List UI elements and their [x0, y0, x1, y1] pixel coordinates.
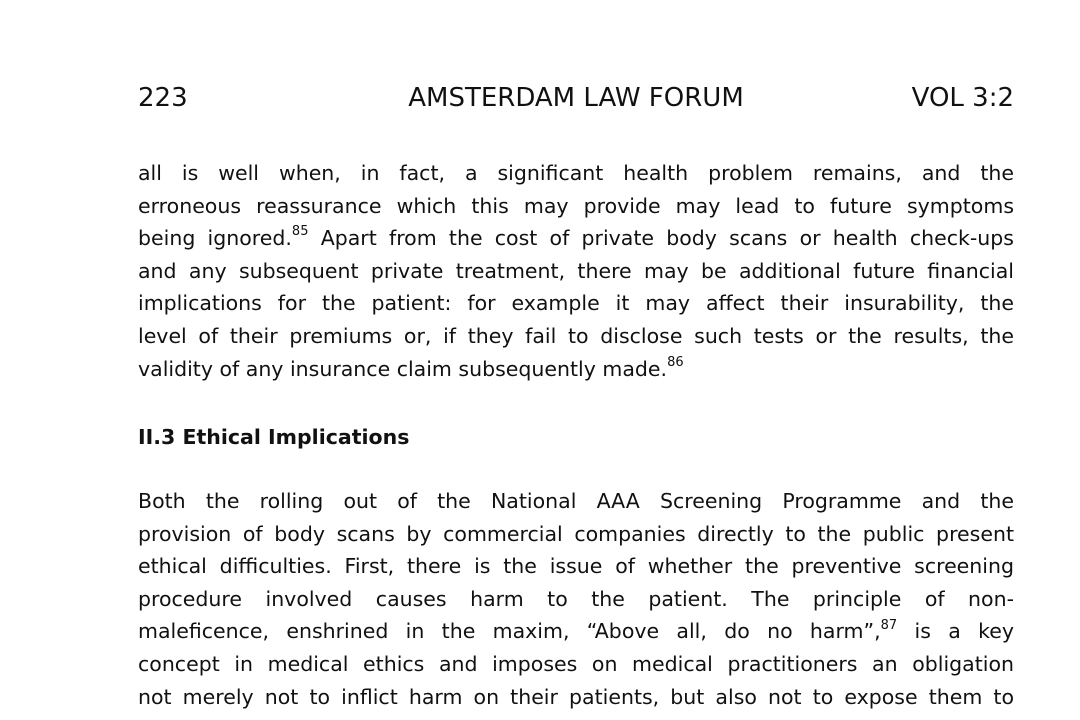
- paragraph-ethics: [138, 485, 1014, 713]
- text-line: implications for the patient: for example it may affect their insurability, the: [138, 291, 1014, 316]
- text-line: procedure involved causes harm to the patient. The principle of non-: [138, 586, 1014, 611]
- volume-label: VOL 3:2: [911, 83, 1014, 113]
- text-line: [138, 353, 1014, 386]
- text-line: all is well when, in fact, a significant health problem remains, and the: [138, 161, 1014, 185]
- journal-title: AMSTERDAM LAW FORUM: [408, 83, 744, 113]
- running-header: [138, 80, 1014, 116]
- footnote-ref-86[interactable]: 86: [667, 354, 684, 370]
- text-line: and any subsequent private treatment, there may be additional future financial: [138, 258, 1014, 283]
- text-fragment: is a key: [914, 619, 1014, 644]
- text-fragment: Apart from the cost of private body scans or health check-ups: [320, 226, 1014, 251]
- text-line: provision of body scans by commercial companies directly to the public present: [138, 521, 1014, 546]
- text-fragment: being ignored.: [138, 226, 292, 251]
- text-line: concept in medical ethics and imposes on medical practitioners an obligation: [138, 651, 1014, 676]
- section-heading: II.3 Ethical Implications: [138, 425, 410, 449]
- text-line: erroneous reassurance which this may provide may lead to future symptoms: [138, 193, 1014, 218]
- text-fragment: maleficence, enshrined in the maxim, “Above all, do no harm”,: [138, 619, 881, 644]
- text-line: ethical difficulties. First, there is the issue of whether the preventive screening: [138, 554, 1014, 579]
- text-line: [138, 615, 1014, 648]
- document-page: [138, 0, 1014, 720]
- text-fragment: validity of any insurance claim subsequently made.: [138, 356, 668, 381]
- text-line: not merely not to inflict harm on their patients, but also not to expose them to: [138, 684, 1014, 709]
- footnote-ref-87[interactable]: 87: [880, 617, 898, 633]
- text-line: level of their premiums or, if they fail to disclose such tests or the results, the: [138, 323, 1014, 348]
- text-line: [138, 222, 1014, 255]
- page-number: 223: [138, 83, 188, 113]
- text-line: Both the rolling out of the National AAA Screening Programme and the: [138, 489, 1014, 513]
- footnote-ref-85[interactable]: 85: [291, 224, 309, 240]
- paragraph-side-effects: [138, 157, 1014, 385]
